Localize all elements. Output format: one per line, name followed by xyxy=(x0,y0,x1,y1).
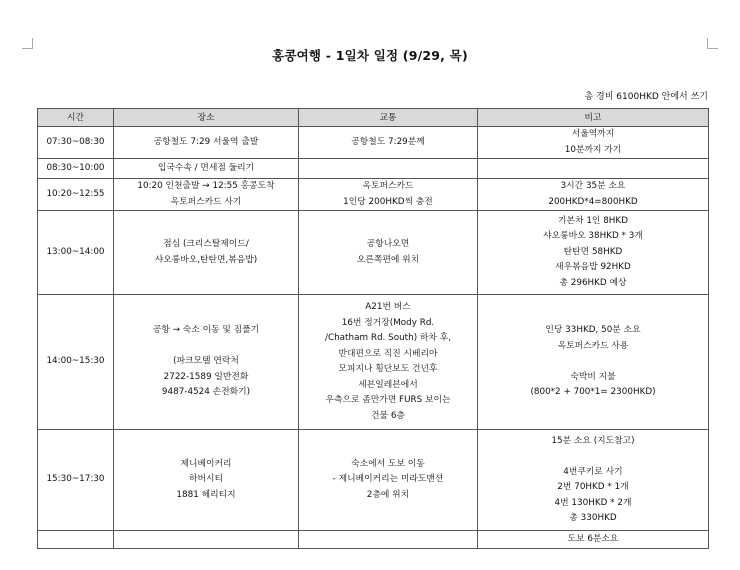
cell-line: A21번 버스 xyxy=(365,302,411,312)
cell-line: 점심 (크리스탈제이드/ xyxy=(163,239,249,249)
cell-time: 15:30~17:30 xyxy=(38,430,114,531)
cell-line: 1인당 200HKD씩 충전 xyxy=(343,196,433,207)
cell-line: - 제니베이커리는 미라도맨션 xyxy=(332,474,444,485)
cell-line: 2층에 위치 xyxy=(366,489,410,500)
cell-line: 세븐일레븐에서 xyxy=(358,379,418,390)
cell-line: 1881 헤리티지 xyxy=(176,489,236,500)
cell-time: 14:00~15:30 xyxy=(38,295,114,430)
cell-line: 3시간 35분 소요 xyxy=(560,181,626,191)
cell-line: 샤오룽바오 38HKD * 3개 xyxy=(543,231,643,242)
cell-line: 도보 6분소요 xyxy=(567,533,619,544)
table-row xyxy=(38,295,709,430)
cell-line: 16번 정거장(Mody Rd. xyxy=(341,317,435,328)
cell-time xyxy=(38,531,114,549)
cell-time: 08:30~10:00 xyxy=(38,159,114,179)
cell-line: 4번 130HKD * 2개 xyxy=(554,497,632,508)
cell-line: 10분까지 가기 xyxy=(564,144,622,155)
cell-line: 공항철도 7:29분께 xyxy=(351,136,425,147)
cell-line: 우측으로 좀만가면 FURS 보이는 xyxy=(325,395,451,405)
cell-line: (800*2 + 700*1= 2300HKD) xyxy=(530,387,656,398)
header-place: 장소 xyxy=(114,109,299,127)
cell-transport xyxy=(299,127,478,159)
table-row xyxy=(38,430,709,531)
cell-line: 옥토퍼스카드 사용 xyxy=(557,340,629,351)
cell-blank-line xyxy=(481,449,705,465)
cell-line: 9487-4524 손전화기) xyxy=(161,387,251,398)
header-time: 시간 xyxy=(38,109,114,127)
cell-place xyxy=(114,531,299,549)
document-title: 홍콩여행 - 1일차 일정 (9/29, 목) xyxy=(272,48,468,63)
schedule-body xyxy=(38,127,709,549)
cell-place xyxy=(114,430,299,531)
cell-transport xyxy=(299,159,478,179)
cell-line: 서울역까지 xyxy=(571,129,615,139)
table-header-row xyxy=(38,109,709,127)
table-row xyxy=(38,127,709,159)
cell-line: 입국수속 / 면세점 둘리기 xyxy=(157,162,255,173)
cell-line: 숙소에서 도보 이동 xyxy=(351,458,425,469)
cell-line: 2722-1589 일반전화 xyxy=(163,371,249,382)
cell-line: 총 330HKD xyxy=(569,513,617,523)
cell-place xyxy=(114,211,299,295)
cell-note xyxy=(478,295,709,430)
header-note: 비고 xyxy=(478,109,709,127)
cell-time: 10:20~12:55 xyxy=(38,179,114,211)
cell-line: 모피지나 횡단보도 건넌후 xyxy=(338,364,438,374)
cell-transport xyxy=(299,531,478,549)
budget-note: 총 경비 6100HKD 안에서 쓰기 xyxy=(584,92,708,102)
table-row xyxy=(38,179,709,211)
cell-time: 07:30~08:30 xyxy=(38,127,114,159)
cell-time: 13:00~14:00 xyxy=(38,211,114,295)
cell-line: 200HKD*4=800HKD xyxy=(548,196,638,207)
cell-line: (파크모텔 연락처 xyxy=(173,356,239,367)
header-transport: 교통 xyxy=(299,109,478,127)
cell-blank-line xyxy=(117,339,295,355)
cell-line: 숙박비 지불 xyxy=(570,371,616,382)
cell-note xyxy=(478,531,709,549)
cell-line: 오른쪽편에 위치 xyxy=(356,254,420,265)
cell-line: 새우볶음밥 92HKD xyxy=(555,262,631,273)
cell-line: 옥토퍼스카드 사기 xyxy=(170,196,242,207)
cell-line: 하버시티 xyxy=(189,474,223,485)
cell-line: 4번쿠키로 사기 xyxy=(563,466,623,477)
cell-line: 10:20 인천출발 → 12:55 홍콩도착 xyxy=(137,181,275,191)
cell-place xyxy=(114,295,299,430)
cell-note xyxy=(478,430,709,531)
cell-line: 기본차 1인 8HKD xyxy=(558,215,628,226)
cell-line: 반대편으로 직진 시베리아 xyxy=(338,348,438,359)
cell-note xyxy=(478,159,709,179)
cell-line: 제니베이커리 xyxy=(180,458,232,469)
cell-line: 탄탄면 58HKD xyxy=(563,246,623,257)
cell-blank-line xyxy=(481,354,705,370)
cell-line: 공항나오면 xyxy=(366,239,410,249)
cell-line: 공항 → 숙소 이동 및 짐풀기 xyxy=(152,325,260,336)
cell-note xyxy=(478,211,709,295)
cell-line: 옥토퍼스카드 xyxy=(362,181,414,191)
cell-line: 15분 소요 (지도참고) xyxy=(551,435,635,446)
cell-line: 공항철도 7:29 서울역 출발 xyxy=(153,136,259,147)
cell-note xyxy=(478,127,709,159)
cell-line: 샤오룽바오,탄탄면,볶음밥) xyxy=(154,254,258,265)
cell-place xyxy=(114,159,299,179)
cell-line: 건물 6층 xyxy=(371,410,405,421)
cell-place xyxy=(114,127,299,159)
cell-transport xyxy=(299,295,478,430)
cell-note xyxy=(478,179,709,211)
schedule-table xyxy=(37,108,709,549)
cell-line: 인당 33HKD, 50분 소요 xyxy=(545,325,641,336)
cell-line: 총 296HKD 예상 xyxy=(559,277,627,288)
table-row xyxy=(38,159,709,179)
cell-line: /Chatham Rd. South) 하차 후, xyxy=(324,333,452,343)
cell-transport xyxy=(299,211,478,295)
cell-place xyxy=(114,179,299,211)
table-row xyxy=(38,211,709,295)
cell-transport xyxy=(299,430,478,531)
cell-line: 2번 70HKD * 1개 xyxy=(557,482,629,492)
table-row xyxy=(38,531,709,549)
cell-transport xyxy=(299,179,478,211)
